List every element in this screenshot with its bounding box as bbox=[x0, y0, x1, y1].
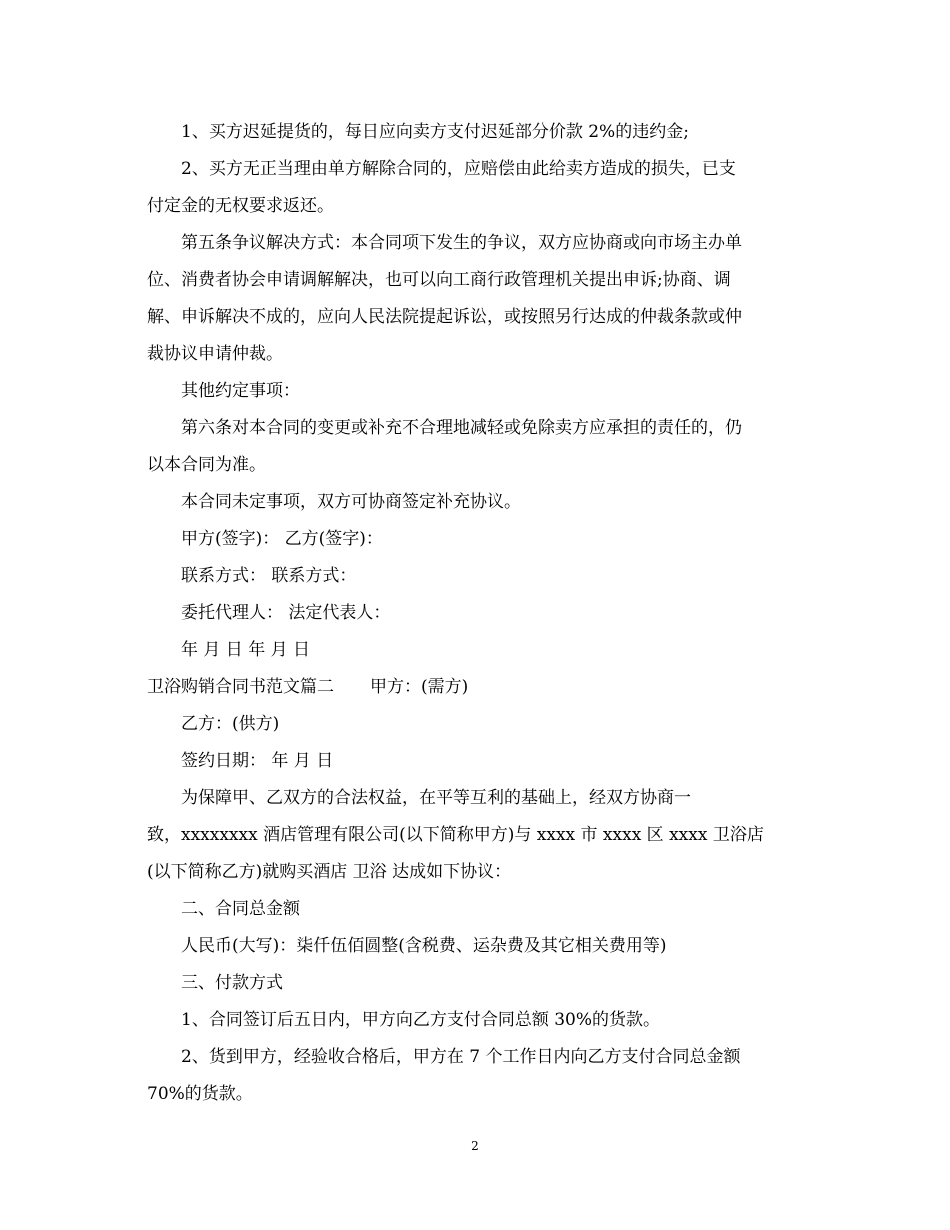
text-line: 本合同未定事项，双方可协商签定补充协议。 bbox=[181, 492, 521, 512]
text-line: 致，xxxxxxxx 酒店管理有限公司(以下简称甲方)与 xxxx 市 xxxx 区 xxxx 卫浴店 bbox=[147, 825, 764, 845]
text-line: 裁协议申请仲裁。 bbox=[147, 344, 283, 364]
text-line: 付定金的无权要求返还。 bbox=[147, 196, 334, 216]
text-line bbox=[147, 676, 468, 698]
text-line: 二、合同总金额 bbox=[181, 899, 300, 919]
text-line: 三、付款方式 bbox=[181, 973, 283, 993]
text-line: 1、合同签订后五日内，甲方向乙方支付合同总额 30%的货款。 bbox=[181, 1010, 661, 1030]
text-line: 2、买方无正当理由单方解除合同的，应赔偿由此给卖方造成的损失，已支 bbox=[181, 159, 736, 179]
text-line: 签约日期： 年 月 日 bbox=[181, 751, 334, 771]
text-line: 人民币(大写)：柒仟伍佰圆整(含税费、运杂费及其它相关费用等) bbox=[181, 936, 667, 956]
text-line: 乙方：(供方) bbox=[181, 714, 280, 734]
text-line: 年 月 日 年 月 日 bbox=[181, 640, 311, 660]
text-line: 第六条对本合同的变更或补充不合理地减轻或免除卖方应承担的责任的，仍 bbox=[181, 418, 742, 438]
page-number: 2 bbox=[471, 1139, 479, 1153]
text-line: 联系方式： 联系方式： bbox=[181, 566, 357, 586]
text-line: 甲方(签字)： 乙方(签字)： bbox=[181, 529, 383, 549]
text-line: 以本合同为准。 bbox=[147, 455, 266, 475]
text-line: 解、申诉解决不成的，应向人民法院提起诉讼，或按照另行达成的仲裁条款或仲 bbox=[147, 307, 742, 327]
section-title: 卫浴购销合同书范文篇二 bbox=[147, 677, 334, 697]
text-line: 其他约定事项： bbox=[181, 381, 300, 401]
party-a-label: 甲方：(需方) bbox=[370, 677, 469, 697]
text-line: 位、消费者协会申请调解解决，也可以向工商行政管理机关提出申诉;协商、调 bbox=[147, 270, 731, 290]
text-line: 为保障甲、乙双方的合法权益，在平等互利的基础上，经双方协商一 bbox=[181, 788, 691, 808]
text-line: (以下简称乙方)就购买酒店 卫浴 达成如下协议： bbox=[147, 862, 512, 882]
text-line: 1、买方迟延提货的，每日应向卖方支付迟延部分价款 2%的违约金; bbox=[181, 122, 689, 142]
text-line: 2、货到甲方，经验收合格后，甲方在 7 个工作日内向乙方支付合同总金额 bbox=[181, 1047, 741, 1067]
text-line: 委托代理人： 法定代表人： bbox=[181, 603, 391, 623]
text-line: 第五条争议解决方式：本合同项下发生的争议，双方应协商或向市场主办单 bbox=[181, 233, 742, 253]
text-line: 70%的货款。 bbox=[147, 1084, 253, 1104]
